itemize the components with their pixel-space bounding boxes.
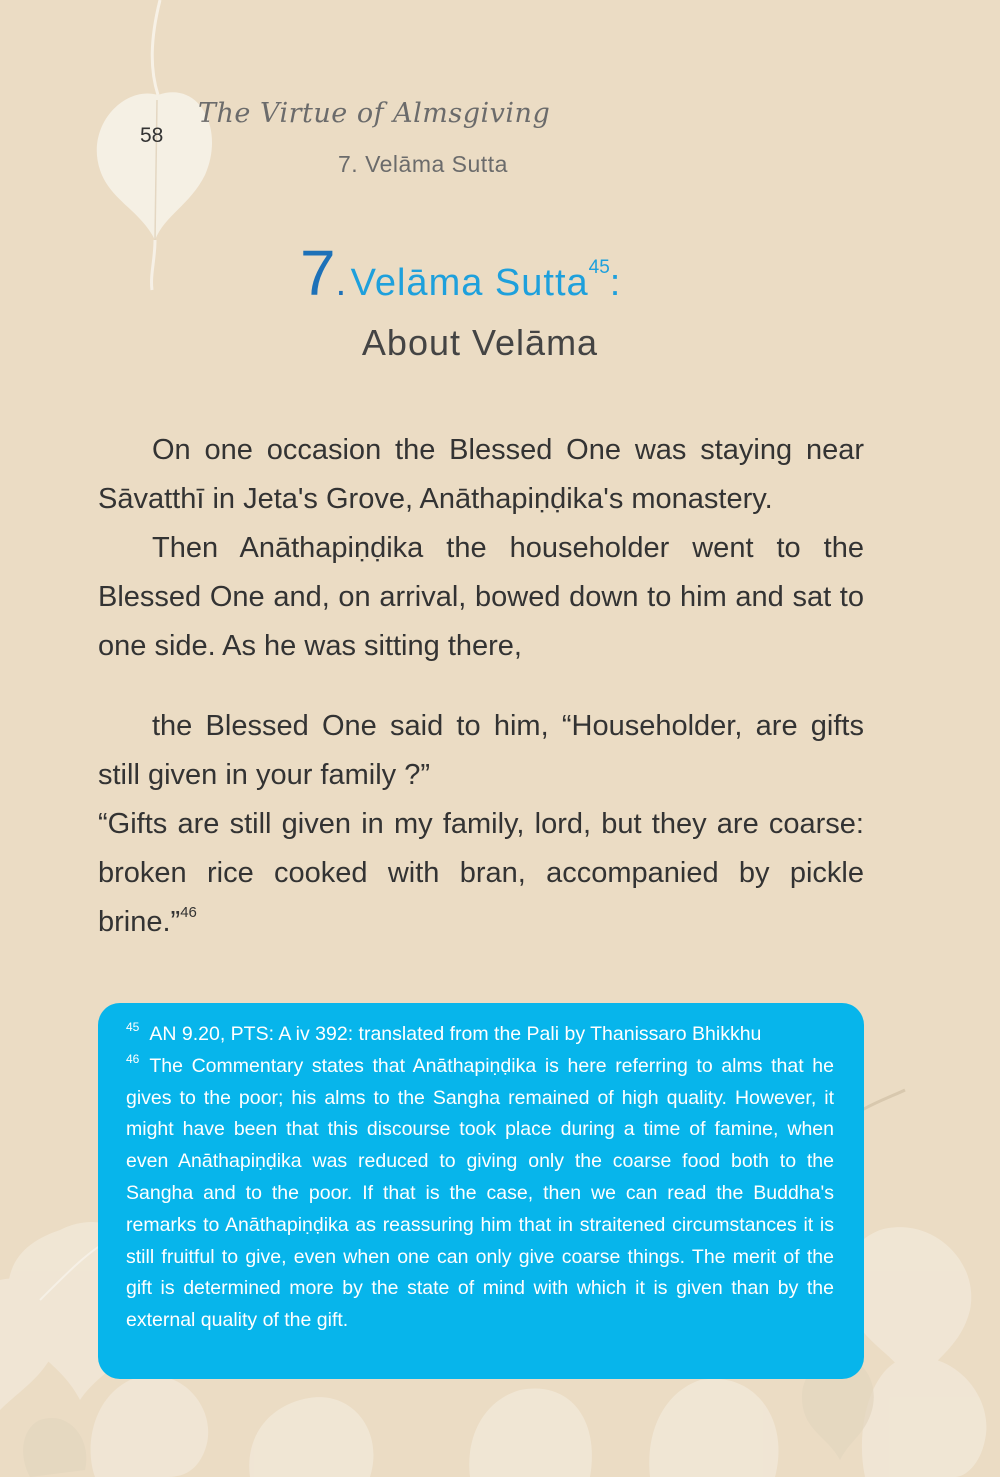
paragraph-4-footnote-ref: 46: [180, 904, 197, 921]
paragraph-4: [98, 800, 864, 947]
chapter-heading: [300, 236, 620, 310]
chapter-number: 7: [300, 237, 336, 309]
paragraph-3: the Blessed One said to him, “Householder, are gifts still given in your family ?”: [98, 710, 864, 791]
body-text-block-2: [98, 702, 864, 947]
chapter-separator: .: [335, 262, 347, 304]
running-title: The Virtue of Almsgiving: [198, 98, 551, 129]
footnote-46: [126, 1051, 834, 1337]
leaf-stem-top: [152, 0, 160, 95]
footnote-marker: 46: [126, 1051, 140, 1066]
footnote-45: [126, 1019, 834, 1051]
chapter-footnote-ref: 45: [588, 257, 610, 278]
page-number: 58: [140, 124, 164, 147]
paragraph-4-text: “Gifts are still given in my family, lord, but they are coarse: broken rice cooked with bran, accompanied by pickle brine.”: [98, 808, 864, 938]
paragraph-1: On one occasion the Blessed One was staying near Sāvatthī in Jeta's Grove, Anāthapiṇḍika's monastery.: [98, 434, 864, 515]
footnote-box: [98, 1003, 864, 1379]
chapter-subtitle: About Velāma: [361, 322, 599, 363]
running-subtitle: 7. Velāma Sutta: [338, 151, 508, 177]
chapter-colon: :: [609, 262, 621, 304]
body-text-block-1: [98, 426, 864, 671]
footnote-text: The Commentary states that Anāthapiṇḍika is here referring to alms that he gives to the poor; his alms to the Sangha remained of high quality. However, it might have been that this discourse took place during a time of famine, when even Anāthapiṇḍika was reduced to giving only the coarse food both to the Sangha and to the poor. If that is the case, then we can read the Buddha's remarks to Anāthapiṇḍika as reassuring him that in straitened circumstances it is still fruitful to give, even when one can only give coarse things. The merit of the gift is determined more by the state of mind with which it is given than by the external quality of the gift.: [126, 1054, 834, 1332]
footnote-text: AN 9.20, PTS: A iv 392: translated from the Pali by Thanissaro Bhikkhu: [149, 1023, 762, 1045]
header-leaf-icon: [97, 92, 212, 240]
chapter-title: Velāma Sutta: [350, 262, 589, 304]
footnote-marker: 45: [126, 1020, 140, 1034]
paragraph-2: Then Anāthapiṇḍika the householder went to the Blessed One and, on arrival, bowed down to him and sat to one side. As he was sitting there,: [98, 532, 864, 662]
